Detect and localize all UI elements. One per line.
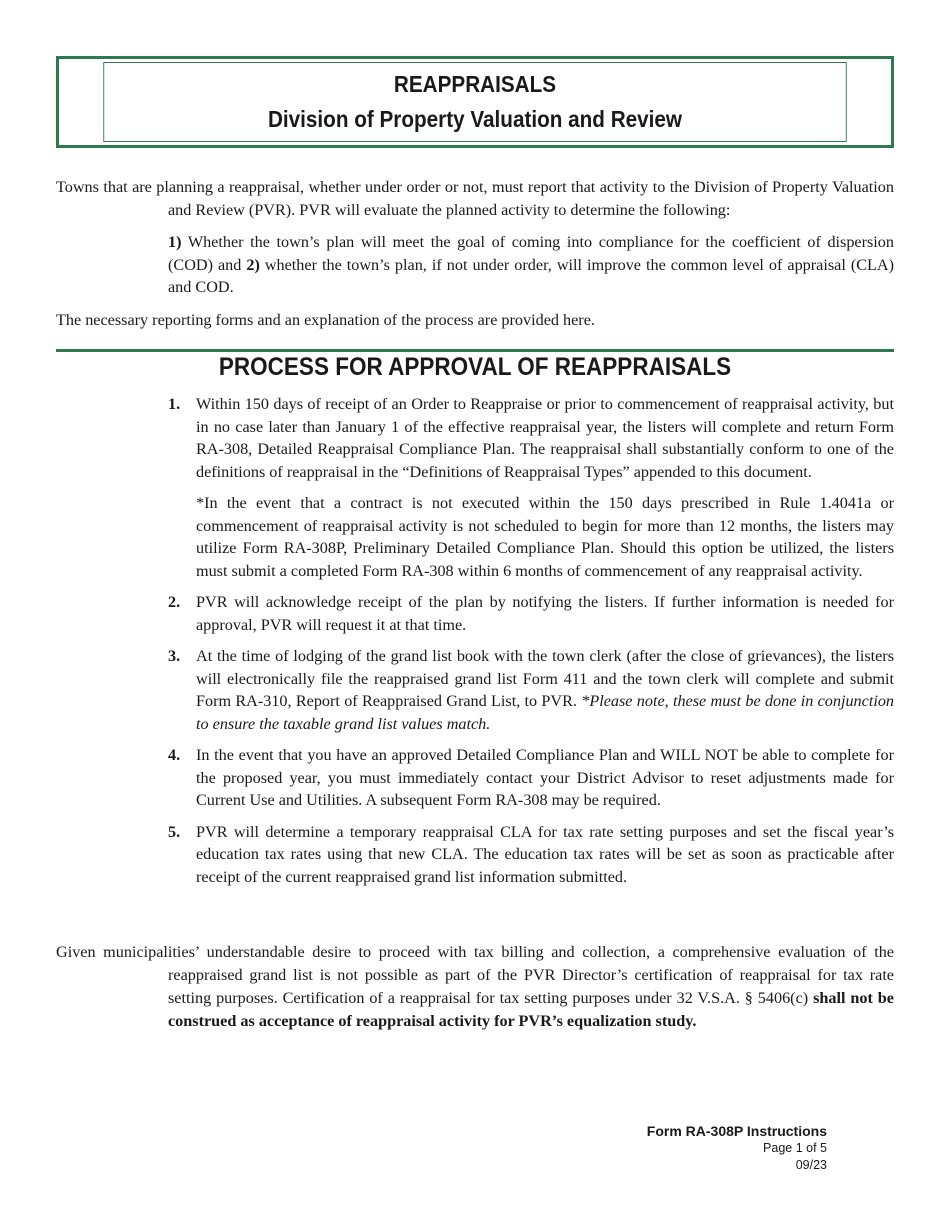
footer-form-name: Form RA-308P Instructions xyxy=(646,1123,827,1139)
step-item xyxy=(168,591,894,636)
step-number: 4. xyxy=(168,746,181,764)
intro-paragraph: Towns that are planning a reappraisal, whether under order or not, must report that activity to the Division of Property Valuation and Review (PVR). PVR will evaluate the planned activity to determine the following: xyxy=(56,178,894,219)
intro-section xyxy=(56,176,894,331)
page-title: REAPPRAISALS xyxy=(393,71,557,97)
conclusion-paragraph xyxy=(56,941,894,1033)
step-note: *In the event that a contract is not executed within the 150 days prescribed in Rule 1.4041a or commencement of reappraisal activity is not scheduled to begin for more than 12 months, the listers may utilize Form RA-308P, Preliminary Detailed Compliance Plan. Should this option be utilized, the listers must submit a completed Form RA-308 within 6 months of commencement of any reappraisal activity. xyxy=(196,494,894,580)
intro-forms-note: The necessary reporting forms and an explanation of the process are provided here. xyxy=(56,310,595,329)
page-footer xyxy=(647,1122,827,1174)
step-text: PVR will determine a temporary reappraisal CLA for tax rate setting purposes and set the fiscal year’s education tax rates using that new CLA. The education tax rates will be set as soon as practicable after receipt of the current reappraised grand list information submitted. xyxy=(196,822,894,886)
step-item xyxy=(168,744,894,812)
section-title: PROCESS FOR APPROVAL OF REAPPRAISALS xyxy=(218,353,732,381)
step-number: 2. xyxy=(168,593,181,611)
step-text: PVR will acknowledge receipt of the plan by notifying the listers. If further information is needed for approval, PVR will request it at that time. xyxy=(196,593,894,634)
conclusion-section xyxy=(56,941,894,1033)
step-number: 5. xyxy=(168,822,181,841)
step-text-italic-note: *Please note, these must be done in conjunction to ensure the taxable grand list values match. xyxy=(196,692,895,733)
header-box xyxy=(56,56,894,148)
step-text xyxy=(196,645,894,735)
condition-number-1: 1) xyxy=(168,233,182,251)
intro-conditions xyxy=(168,231,894,299)
step-number: 1. xyxy=(168,395,181,413)
header-inner xyxy=(103,62,846,142)
footer-page-number: Page 1 of 5 xyxy=(763,1141,827,1155)
conclusion-bold-text: shall not be construed as acceptance of reappraisal activity for PVR’s equalization study. xyxy=(168,989,894,1030)
step-item xyxy=(168,393,894,582)
step-number: 3. xyxy=(168,647,181,665)
page-subtitle: Division of Property Valuation and Review xyxy=(267,106,683,132)
step-text: Within 150 days of receipt of an Order to Reappraise or prior to commencement of reappraisal activity, but in no case later than January 1 of the effective reappraisal year, the listers will complete and return Form RA-308, Detailed Reappraisal Compliance Plan. The reappraisal shall substantially conform to one of the definitions of reappraisal in the “Definitions of Reappraisal Types” appended to this document. xyxy=(196,395,894,481)
condition-text-1: Whether the town’s plan will meet the goal of coming into compliance for the coefficient of dispersion (COD) and xyxy=(168,233,894,274)
footer-revision-date: 09/23 xyxy=(795,1158,827,1172)
process-steps xyxy=(168,393,894,897)
conclusion-text: Given municipalities’ understandable desire to proceed with tax billing and collection, a comprehensive evaluation of the reappraised grand list is not possible as part of the PVR Director’s certification of reappraisal for tax rate setting purposes. Certification of a reappraisal for tax setting purposes under 32 V.S.A. § 5406(c) xyxy=(56,943,894,1007)
step-text: In the event that you have an approved Detailed Compliance Plan and WILL NOT be able to complete for the proposed year, you must immediately contact your District Advisor to reset adjustments made for Current Use and Utilities. A subsequent Form RA-308 may be required. xyxy=(196,746,894,809)
condition-text-2: whether the town’s plan, if not under order, will improve the common level of appraisal (CLA) and COD. xyxy=(168,255,894,296)
step-item xyxy=(168,821,894,889)
step-text-main: At the time of lodging of the grand list book with the town clerk (after the close of grievances), the listers will electronically file the reappraised grand list Form 411 and the town clerk will complete and submit Form RA-310, Report of Reappraised Grand List, to PVR. xyxy=(196,647,894,710)
step-item xyxy=(168,645,894,735)
condition-number-2: 2) xyxy=(246,255,260,274)
